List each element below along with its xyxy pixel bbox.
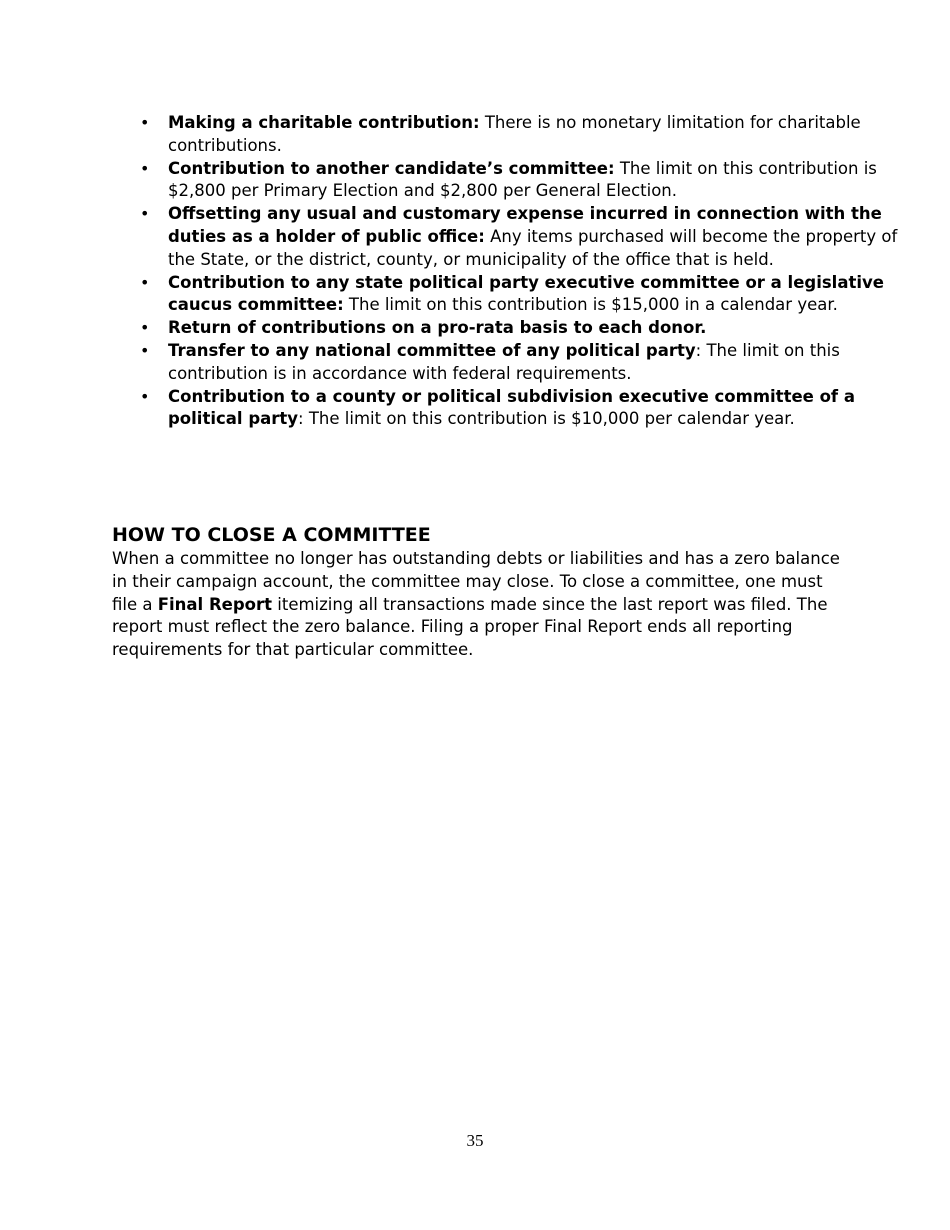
paragraph-text: itemizing all transactions made since the last report was filed. The report must reflect the zero balance. Filing a proper Final Report ends all reporting requirements for that particular committee. <box>112 594 828 660</box>
list-item <box>140 272 898 318</box>
list-item-text: Any items purchased will become the property of the State, or the district, county, or municipality of the office that is held. <box>168 226 898 269</box>
bullet-icon: • <box>140 386 150 406</box>
bullet-icon: • <box>140 204 150 224</box>
list-item-text: : The limit on this contribution is in accordance with federal requirements. <box>168 340 840 383</box>
section-heading: HOW TO CLOSE A COMMITTEE <box>112 524 431 546</box>
bullet-icon: • <box>140 272 150 292</box>
bullet-icon: • <box>140 318 150 338</box>
list-item-heading: Making a charitable contribution: <box>168 113 480 132</box>
page-number: 35 <box>466 1131 484 1150</box>
list-item <box>140 340 898 386</box>
contribution-uses-list <box>112 112 898 431</box>
list-item-heading: Return of contributions on a pro-rata basis to each donor. <box>168 318 707 338</box>
section-paragraph <box>112 548 847 662</box>
bullet-icon: • <box>140 340 150 360</box>
bullet-icon: • <box>140 158 150 178</box>
list-item-heading: Contribution to a county or political subdivision executive committee of a political party <box>168 386 855 429</box>
list-item <box>140 112 898 158</box>
list-item-heading: Contribution to another candidate’s committee: <box>168 158 615 178</box>
list-item-text: : The limit on this contribution is $10,000 per calendar year. <box>298 409 795 429</box>
bullet-icon: • <box>140 113 150 132</box>
list-item-text: The limit on this contribution is $15,000 in a calendar year. <box>343 295 838 315</box>
list-item-text: The limit on this contribution is $2,800 per Primary Election and $2,800 per General Election. <box>168 158 877 201</box>
list-item <box>140 158 898 204</box>
list-item <box>140 386 898 432</box>
list-item <box>140 203 898 271</box>
list-item-text: There is no monetary limitation for charitable contributions. <box>168 113 861 155</box>
list-item <box>140 317 898 340</box>
list-item-heading: Contribution to any state political party executive committee or a legislative caucus committee: <box>168 272 884 315</box>
list-item-heading: Transfer to any national committee of any political party <box>168 340 696 360</box>
paragraph-text: When a committee no longer has outstanding debts or liabilities and has a zero balance in their campaign account, the committee may close. To close a committee, one must file a <box>112 549 840 614</box>
list-item-heading: Offsetting any usual and customary expense incurred in connection with the duties as a holder of public office: <box>168 204 882 246</box>
final-report-term: Final Report <box>157 594 273 614</box>
